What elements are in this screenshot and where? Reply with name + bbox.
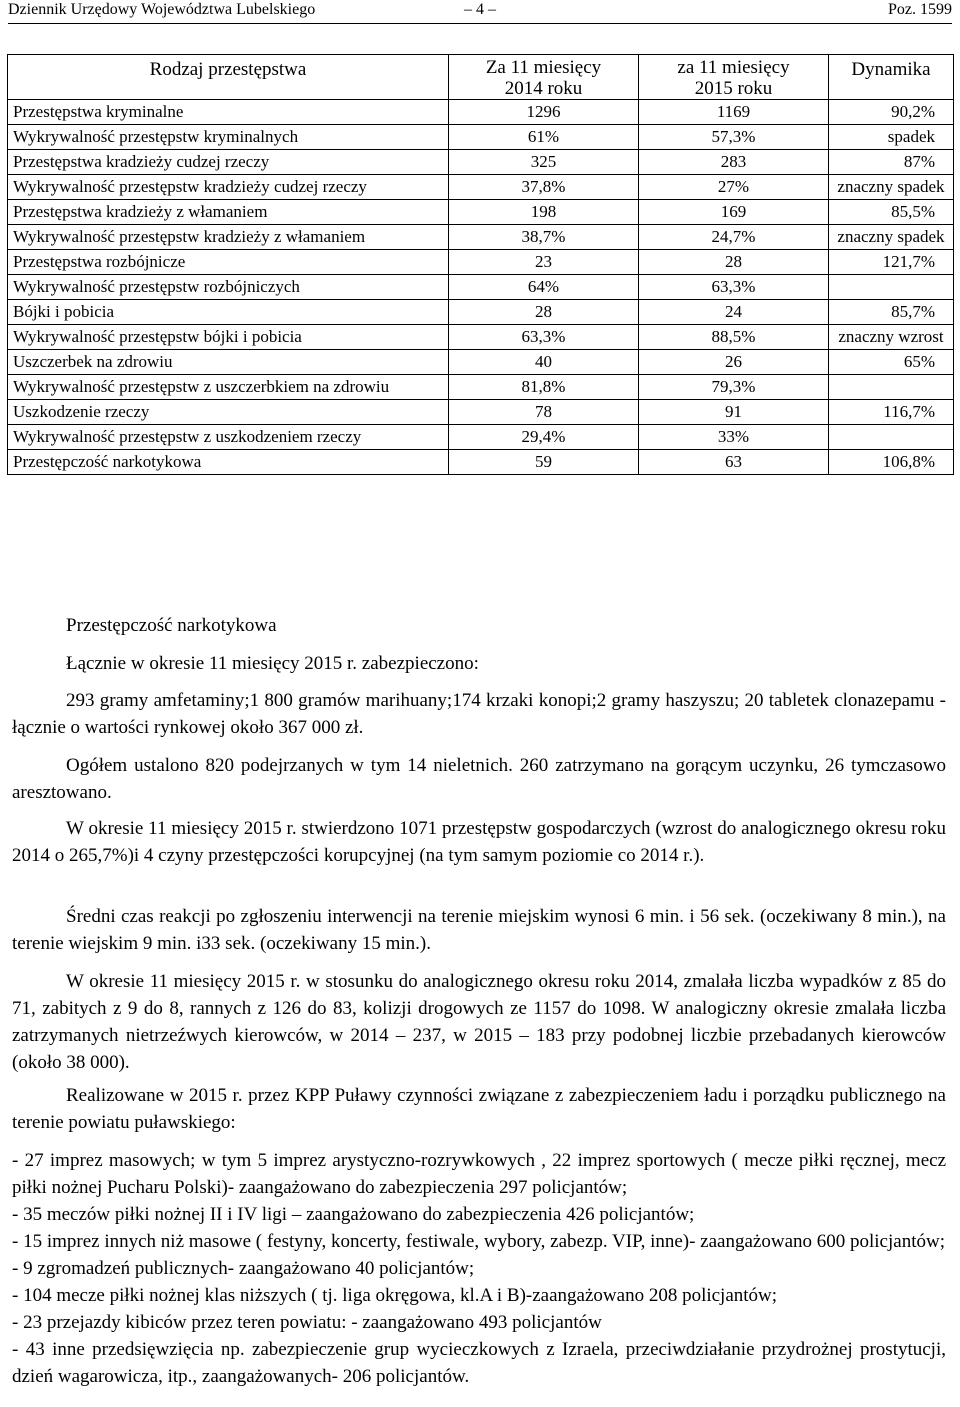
value-2014: 64% bbox=[449, 275, 639, 300]
narcotics-heading-text: Przestępczość narkotykowa bbox=[66, 615, 277, 636]
dynamics-value: znaczny spadek bbox=[829, 225, 954, 250]
value-2014: 40 bbox=[449, 350, 639, 375]
value-2015: 88,5% bbox=[639, 325, 829, 350]
row-label: Wykrywalność przestępstw bójki i pobicia bbox=[8, 325, 449, 350]
row-label: Uszczerbek na zdrowiu bbox=[8, 350, 449, 375]
row-label: Uszkodzenie rzeczy bbox=[8, 400, 449, 425]
col-header-2014: Za 11 miesięcy 2014 roku bbox=[449, 55, 639, 100]
table-row bbox=[8, 275, 954, 300]
crime-statistics-table bbox=[7, 54, 954, 475]
header-rule bbox=[8, 23, 952, 24]
value-2015: 1169 bbox=[639, 100, 829, 125]
value-2015: 24 bbox=[639, 300, 829, 325]
col-header-2015: za 11 miesięcy 2015 roku bbox=[639, 55, 829, 100]
row-label: Przestępczość narkotykowa bbox=[8, 450, 449, 475]
dynamics-value: 121,7% bbox=[829, 250, 954, 275]
row-label: Bójki i pobicia bbox=[8, 300, 449, 325]
value-2015: 28 bbox=[639, 250, 829, 275]
row-label: Wykrywalność przestępstw z uszkodzeniem rzeczy bbox=[8, 425, 449, 450]
task-item: - 23 przejazdy kibiców przez teren powiatu: - zaangażowano 493 policjantów bbox=[12, 1312, 602, 1333]
value-2014: 78 bbox=[449, 400, 639, 425]
table-row bbox=[8, 225, 954, 250]
dynamics-value: spadek bbox=[829, 125, 954, 150]
dynamics-value: znaczny wzrost bbox=[829, 325, 954, 350]
value-2015: 283 bbox=[639, 150, 829, 175]
value-2014: 28 bbox=[449, 300, 639, 325]
table-row bbox=[8, 425, 954, 450]
dynamics-value: 65% bbox=[829, 350, 954, 375]
dynamics-value: 85,5% bbox=[829, 200, 954, 225]
row-label: Przestępstwa kradzieży cudzej rzeczy bbox=[8, 150, 449, 175]
narcotics-heading bbox=[12, 612, 946, 639]
dynamics-value: znaczny spadek bbox=[829, 175, 954, 200]
value-2014: 38,7% bbox=[449, 225, 639, 250]
table-row bbox=[8, 100, 954, 125]
value-2015: 33% bbox=[639, 425, 829, 450]
task-item: - 9 zgromadzeń publicznych- zaangażowano 40 policjantów; bbox=[12, 1258, 475, 1279]
economic-crime-paragraph: W okresie 11 miesięcy 2015 r. stwierdzono 1071 przestępstw gospodarczych (wzrost do analogicznego okresu roku 2014 o 265,7%)i 4 czyny przestępczości korupcyjnej (na tym samym poziomie co 2014 r.). bbox=[12, 818, 946, 866]
value-2015: 79,3% bbox=[639, 375, 829, 400]
row-label: Wykrywalność przestępstw rozbójniczych bbox=[8, 275, 449, 300]
dynamics-value: 116,7% bbox=[829, 400, 954, 425]
task-item: - 35 meczów piłki nożnej II i IV ligi – zaangażowano do zabezpieczenia 426 policjantów; bbox=[12, 1204, 695, 1225]
value-2014: 59 bbox=[449, 450, 639, 475]
position-number: Poz. 1599 bbox=[888, 1, 952, 18]
value-2014: 23 bbox=[449, 250, 639, 275]
value-2014: 81,8% bbox=[449, 375, 639, 400]
dynamics-value: 87% bbox=[829, 150, 954, 175]
row-label: Wykrywalność przestępstw kryminalnych bbox=[8, 125, 449, 150]
seized-intro-text: Łącznie w okresie 11 miesięcy 2015 r. zabezpieczono: bbox=[66, 653, 479, 674]
tasks-list bbox=[12, 1147, 946, 1390]
value-2015: 24,7% bbox=[639, 225, 829, 250]
dynamics-value bbox=[829, 375, 954, 400]
value-2015: 57,3% bbox=[639, 125, 829, 150]
suspects-paragraph: Ogółem ustalono 820 podejrzanych w tym 14 nieletnich. 260 zatrzymano na gorącym uczynku, 26 tymczasowo aresztowano. bbox=[12, 755, 946, 803]
value-2015: 63 bbox=[639, 450, 829, 475]
value-2014: 325 bbox=[449, 150, 639, 175]
table-row bbox=[8, 450, 954, 475]
value-2014: 1296 bbox=[449, 100, 639, 125]
dynamics-value: 90,2% bbox=[829, 100, 954, 125]
table-row bbox=[8, 250, 954, 275]
table-row bbox=[8, 300, 954, 325]
dynamics-value: 85,7% bbox=[829, 300, 954, 325]
page-header bbox=[8, 0, 952, 24]
value-2014: 29,4% bbox=[449, 425, 639, 450]
table-row bbox=[8, 150, 954, 175]
table-header-row bbox=[8, 55, 954, 100]
row-label: Wykrywalność przestępstw kradzieży cudzej rzeczy bbox=[8, 175, 449, 200]
table-row bbox=[8, 125, 954, 150]
value-2015: 169 bbox=[639, 200, 829, 225]
value-2015: 91 bbox=[639, 400, 829, 425]
journal-title: Dziennik Urzędowy Województwa Lubelskiego bbox=[8, 1, 316, 18]
row-label: Wykrywalność przestępstw kradzieży z włamaniem bbox=[8, 225, 449, 250]
page-number: – 4 – bbox=[464, 1, 496, 18]
dynamics-value bbox=[829, 275, 954, 300]
value-2015: 27% bbox=[639, 175, 829, 200]
dynamics-value: 106,8% bbox=[829, 450, 954, 475]
dynamics-value bbox=[829, 425, 954, 450]
table-row bbox=[8, 375, 954, 400]
col-header-dynamics: Dynamika bbox=[829, 55, 954, 100]
value-2014: 198 bbox=[449, 200, 639, 225]
seized-paragraph: 293 gramy amfetaminy;1 800 gramów marihuany;174 krzaki konopi;2 gramy haszyszu; 20 tabletek clonazepamu - łącznie o wartości rynkowej około 367 000 zł. bbox=[12, 690, 946, 738]
row-label: Przestępstwa rozbójnicze bbox=[8, 250, 449, 275]
row-label: Wykrywalność przestępstw z uszczerbkiem na zdrowiu bbox=[8, 375, 449, 400]
table-row bbox=[8, 325, 954, 350]
value-2014: 61% bbox=[449, 125, 639, 150]
task-item: - 43 inne przedsięwzięcia np. zabezpieczenie grup wycieczkowych z Izraela, przeciwdziałanie przydrożnej prostytucji, dzień wagarowicza, itp., zaangażowanych- 206 policjantów. bbox=[12, 1339, 946, 1387]
value-2014: 37,8% bbox=[449, 175, 639, 200]
col-header-type: Rodzaj przestępstwa bbox=[8, 55, 449, 100]
table-row bbox=[8, 400, 954, 425]
table-row bbox=[8, 175, 954, 200]
row-label: Przestępstwa kryminalne bbox=[8, 100, 449, 125]
value-2015: 26 bbox=[639, 350, 829, 375]
tasks-intro-paragraph: Realizowane w 2015 r. przez KPP Puławy czynności związane z zabezpieczeniem ładu i porządku publicznego na terenie powiatu puławskiego: bbox=[12, 1085, 946, 1133]
row-label: Przestępstwa kradzieży z włamaniem bbox=[8, 200, 449, 225]
value-2014: 63,3% bbox=[449, 325, 639, 350]
task-item: - 15 imprez innych niż masowe ( festyny, koncerty, festiwale, wybory, zabezp. VIP, inne)- zaangażowano 600 policjantów; bbox=[12, 1231, 945, 1252]
response-time-paragraph: Średni czas reakcji po zgłoszeniu interwencji na terenie miejskim wynosi 6 min. i 56 sek. (oczekiwany 8 min.), na terenie wiejskim 9 min. i33 sek. (oczekiwany 15 min.). bbox=[12, 906, 946, 954]
task-item: - 27 imprez masowych; w tym 5 imprez arystyczno-rozrywkowych , 22 imprez sportowych ( mecze piłki ręcznej, mecz piłki nożnej Pucharu Polski)- zaangażowano do zabezpieczenia 297 policjantów; bbox=[12, 1150, 946, 1198]
table-row bbox=[8, 350, 954, 375]
value-2015: 63,3% bbox=[639, 275, 829, 300]
task-item: - 104 mecze piłki nożnej klas niższych ( tj. liga okręgowa, kl.A i B)-zaangażowano 208 policjantów; bbox=[12, 1285, 778, 1306]
table-row bbox=[8, 200, 954, 225]
seized-intro bbox=[12, 650, 946, 677]
traffic-paragraph: W okresie 11 miesięcy 2015 r. w stosunku do analogicznego okresu roku 2014, zmalała liczba wypadków z 85 do 71, zabitych z 9 do 8, rannych z 126 do 83, kolizji drogowych ze 1157 do 1098. W analogiczny okresie zmalała liczba zatrzymanych nietrzeźwych kierowców, w 2014 – 237, w 2015 – 183 przy podobnej liczbie przebadanych kierowców (około 38 000). bbox=[12, 971, 946, 1073]
